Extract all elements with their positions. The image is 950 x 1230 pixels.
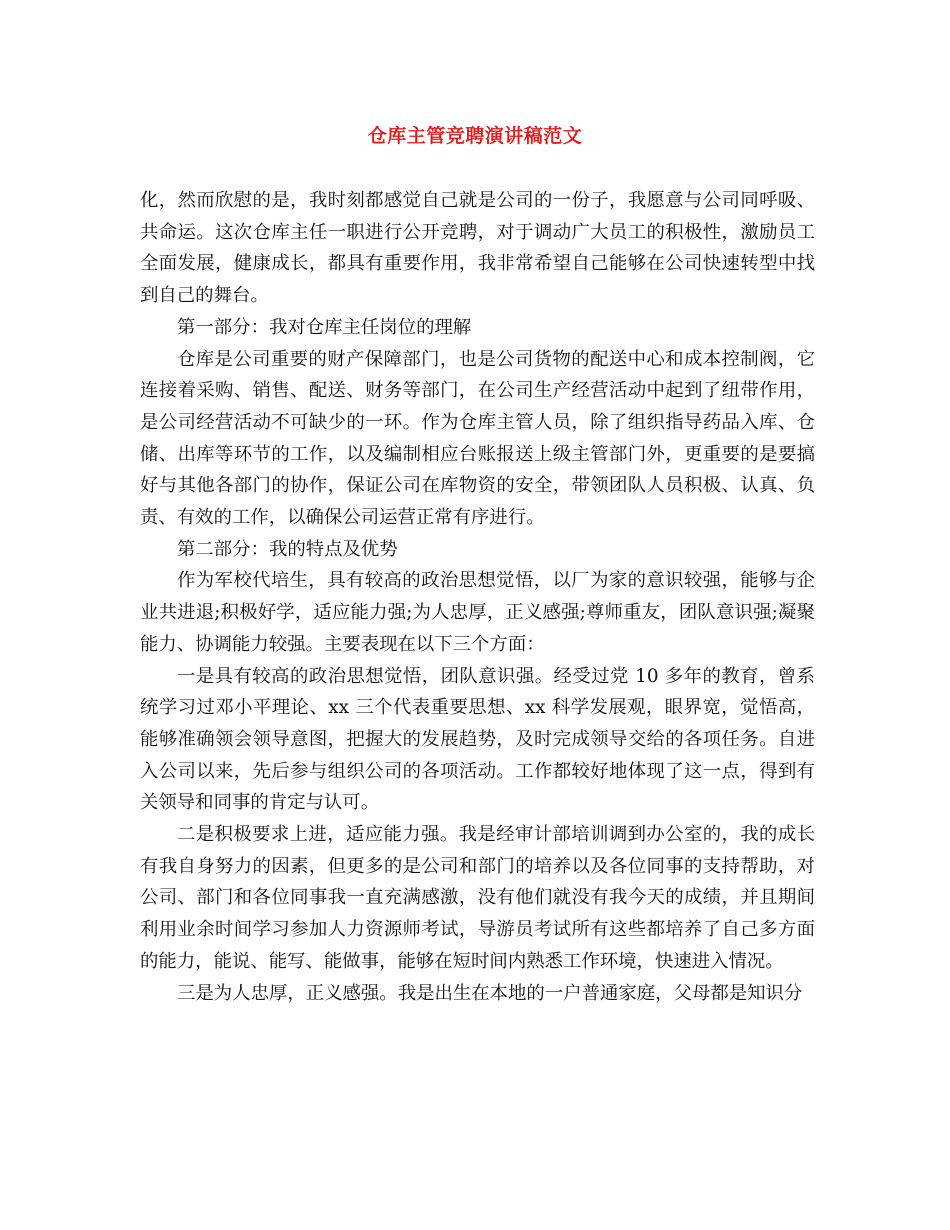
paragraph-warehouse-role: 仓库是公司重要的财产保障部门，也是公司货物的配送中心和成本控制阀，它连接着采购、销售、配送、财务等部门，在公司生产经营活动中起到了纽带作用，是公司经营活动不可缺少的一环。作为仓库主管人员，除了组织指导药品入库、仓储、出库等环节的工作，以及编制相应台账报送上级主管部门外，更重要的是要搞好与其他各部门的协作，保证公司在库物资的安全，带领团队人员积极、认真、负责、有效的工作，以确保公司运营正常有序进行。: [140, 348, 815, 529]
paragraph-point-two: 二是积极要求上进，适应能力强。我是经审计部培训调到办公室的，我的成长有我自身努力的因素，但更多的是公司和部门的培养以及各位同事的支持帮助，对公司、部门和各位同事我一直充满感激，没有他们就没有我今天的成绩，并且期间利用业余时间学习参加人力资源师考试，导游员考试所有这些都培养了自己多方面的能力，能说、能写、能做事，能够在短时间内熟悉工作环境，快速进入情况。: [140, 824, 815, 972]
document-title: 仓库主管竞聘演讲稿范文: [367, 125, 583, 147]
section-heading-part-two: 第二部分：我的特点及优势: [177, 538, 398, 560]
paragraph-point-one: 一是具有较高的政治思想觉悟，团队意识强。经受过党 10 多年的教育，曾系统学习过邓小平理论、xx 三个代表重要思想、xx 科学发展观，眼界宽，觉悟高，能够准确领会领导意图，把握大的发展趋势，及时完成领导交给的各项任务。自进入公司以来，先后参与组织公司的各项活动。工作都较好地体现了这一点，得到有关领导和同事的肯定与认可。: [140, 665, 815, 814]
document-body: [140, 185, 815, 1009]
paragraph-strengths-intro: 作为军校代培生，具有较高的政治思想觉悟，以厂为家的意识较强，能够与企业共进退;积极好学，适应能力强;为人忠厚，正义感强;尊师重友，团队意识强;凝聚能力、协调能力较强。主要表现在以下三个方面：: [140, 570, 815, 655]
paragraph-continuation: 化，然而欣慰的是，我时刻都感觉自己就是公司的一份子，我愿意与公司同呼吸、共命运。这次仓库主任一职进行公开竞聘，对于调动广大员工的积极性，激励员工全面发展，健康成长，都具有重要作用，我非常希望自己能够在公司快速转型中找到自己的舞台。: [140, 190, 815, 307]
section-heading-part-one: 第一部分：我对仓库主任岗位的理解: [177, 316, 472, 338]
paragraph-point-three: 三是为人忠厚，正义感强。我是出生在本地的一户普通家庭，父母都是知识分: [177, 982, 803, 1004]
